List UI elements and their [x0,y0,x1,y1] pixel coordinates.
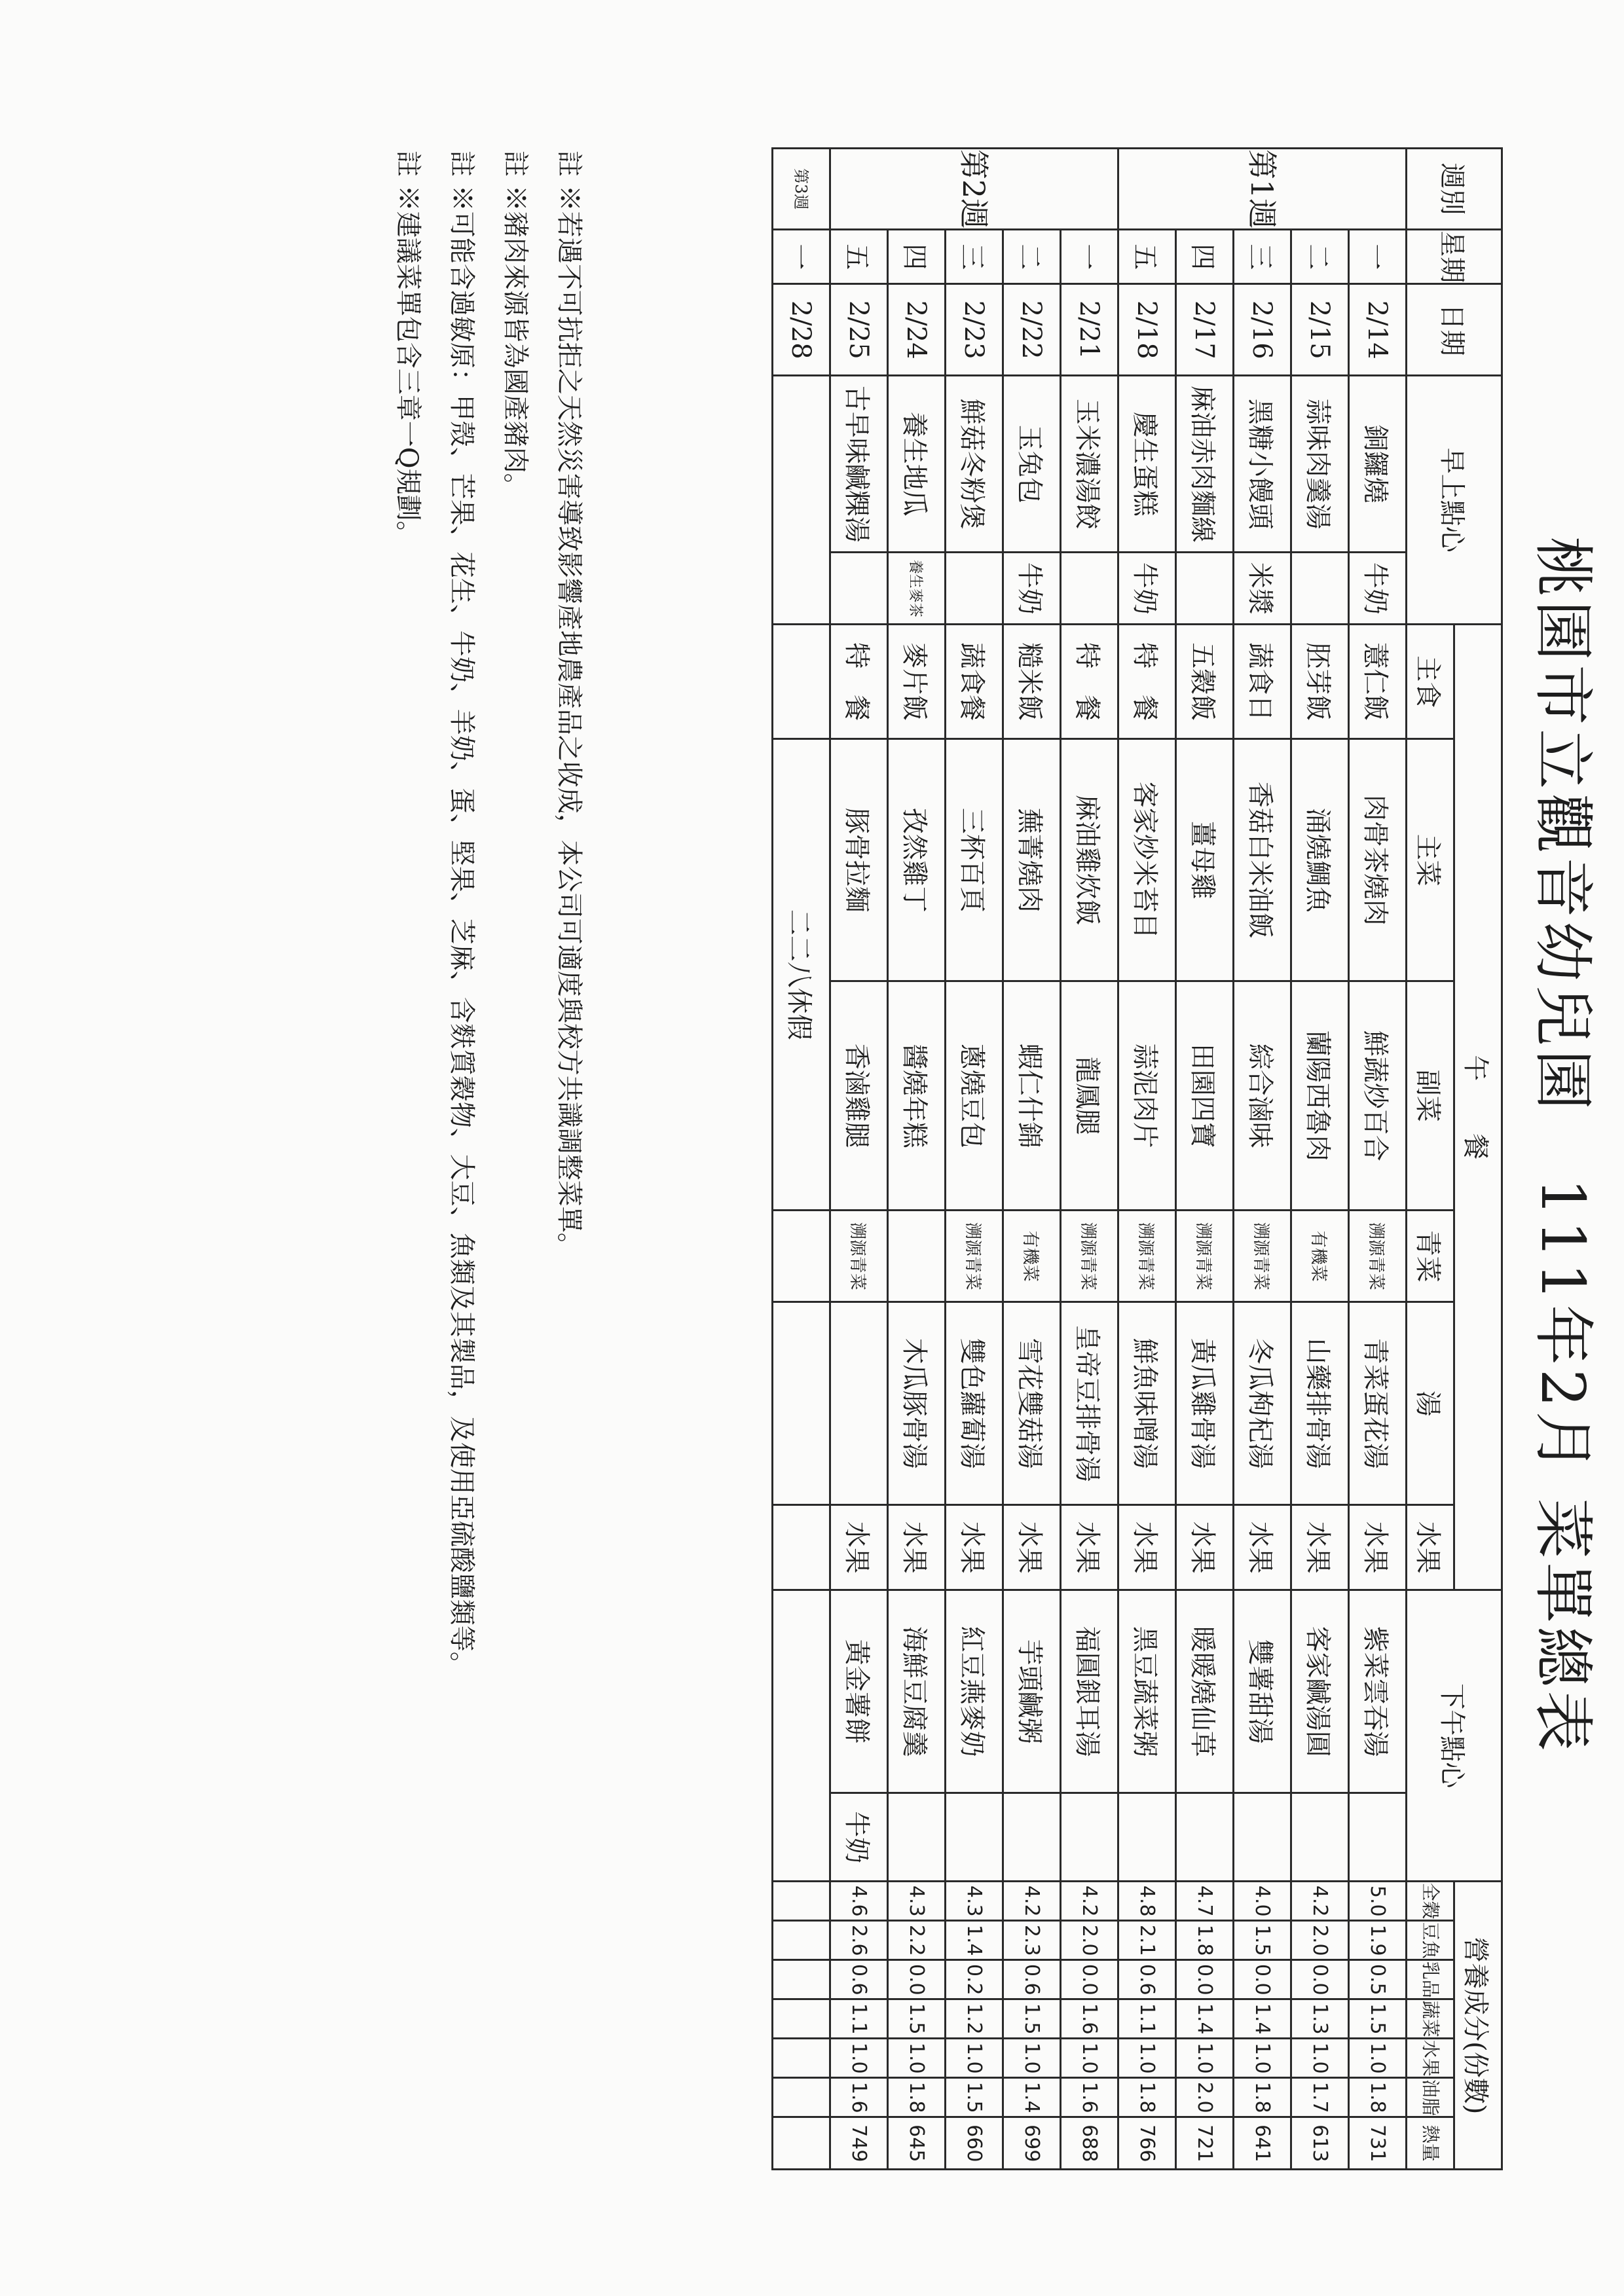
fruit-cell: 水果 [1176,1505,1234,1590]
note-line: 註 ※若遇不可抗拒之天然災害導致影響產地農產品之收成，本公司可適度與校方共識調整菜單。 [554,151,584,1259]
weekday-cell: 二 [1291,230,1349,284]
header-nutrition: 營養成分(份數) [1454,1882,1502,2170]
nutrition-value: 0.2 [946,1960,1003,1999]
weekday-cell: 五 [1118,230,1176,284]
vegetable-cell: 溯源青菜 [1118,1211,1176,1302]
nutrition-value: 2.6 [830,1921,888,1960]
nutrition-value: 0.0 [1176,1960,1234,1999]
nutrition-value: 4.7 [1176,1882,1234,1921]
weekday-cell: 三 [946,230,1003,284]
side-dish-cell: 蔥燒豆包 [946,981,1003,1211]
menu-body [773,149,1407,2170]
main-dish-cell: 薑母雞 [1176,739,1234,981]
nutrition-cell [773,1960,830,1999]
breakfast-drink-cell: 養生麥茶 [888,553,946,625]
snack-cell [773,1590,830,1882]
vegetable-cell: 溯源青菜 [1234,1211,1291,1302]
nutrition-value: 0.0 [888,1960,946,1999]
header-n-bean: 豆魚 [1407,1921,1454,1960]
snack-cell: 海鮮豆腐羹 [888,1590,946,1793]
nutrition-value: 1.9 [1349,1921,1407,1960]
nutrition-value: 0.0 [1291,1960,1349,1999]
snack-cell: 黃金薯餅 [830,1590,888,1793]
nutrition-value: 1.2 [946,1999,1003,2039]
staple-cell: 特 餐 [830,625,888,739]
table-row [1061,149,1118,2170]
header-staple: 主食 [1407,625,1454,739]
soup-cell: 鮮魚味噌湯 [1118,1302,1176,1505]
header-n-fruit: 水果 [1407,2039,1454,2078]
nutrition-value: 0.6 [830,1960,888,1999]
header-week: 週別 [1407,149,1502,230]
nutrition-value: 2.3 [1003,1921,1061,1960]
header-n-milk: 乳品 [1407,1960,1454,1999]
table-row [773,149,830,2170]
staple-cell: 特 餐 [1061,625,1118,739]
nutrition-value: 613 [1291,2117,1349,2170]
soup-cell: 雪花雙菇湯 [1003,1302,1061,1505]
breakfast-cell: 黑糖小饅頭 [1234,376,1291,553]
breakfast-cell [773,376,830,625]
header-lunch: 午 餐 [1454,625,1502,1590]
soup-cell: 皇帝豆排骨湯 [1061,1302,1118,1505]
nutrition-value: 688 [1061,2117,1118,2170]
snack-drink-cell [888,1793,946,1882]
empty-cell [773,1302,830,1505]
date-cell: 2/18 [1118,284,1176,376]
weekday-cell: 四 [888,230,946,284]
nutrition-value: 766 [1118,2117,1176,2170]
nutrition-value: 4.2 [1291,1882,1349,1921]
nutrition-value: 1.4 [1176,1999,1234,2039]
nutrition-value: 1.8 [1118,2078,1176,2117]
nutrition-value: 1.1 [830,1999,888,2039]
soup-cell: 青菜蛋花湯 [1349,1302,1407,1505]
snack-cell: 客家鹹湯圓 [1291,1590,1349,1793]
menu-table [771,147,1503,2170]
breakfast-cell: 玉米濃湯餃 [1061,376,1118,553]
header-weekday: 星期 [1407,230,1502,284]
table-row [888,149,946,2170]
date-cell: 2/15 [1291,284,1349,376]
fruit-cell: 水果 [1349,1505,1407,1590]
staple-cell: 蔬食日 [1234,625,1291,739]
nutrition-value: 1.0 [1003,2039,1061,2078]
nutrition-value: 1.1 [1118,1999,1176,2039]
nutrition-value: 1.8 [1349,2078,1407,2117]
nutrition-value: 1.0 [1349,2039,1407,2078]
notes [381,151,596,1678]
nutrition-cell [773,2039,830,2078]
breakfast-drink-cell [830,553,888,625]
snack-drink-cell [1349,1793,1407,1882]
breakfast-cell: 玉兔包 [1003,376,1061,553]
nutrition-value: 1.0 [946,2039,1003,2078]
note-line: 註 ※可能含過敏原：甲殼、芒果、花生、牛奶、羊奶、蛋、堅果、芝麻、含麩質穀物、大豆、魚類及其製品，及使用亞硫酸鹽類等。 [447,151,477,1678]
header-date: 日期 [1407,284,1502,376]
nutrition-cell [773,1921,830,1960]
header-breakfast: 早上點心 [1407,376,1502,625]
holiday-cell: 二二八休假 [773,739,830,1211]
snack-drink-cell [1061,1793,1118,1882]
header-n-oil: 油脂 [1407,2078,1454,2117]
nutrition-value: 1.0 [1291,2039,1349,2078]
nutrition-value: 1.6 [830,2078,888,2117]
header-n-veg: 蔬菜 [1407,1999,1454,2039]
main-dish-cell: 孜然雞丁 [888,739,946,981]
week-label: 第2週 [830,149,1118,230]
nutrition-value: 2.0 [1061,1921,1118,1960]
nutrition-value: 4.0 [1234,1882,1291,1921]
vegetable-cell: 溯源青菜 [946,1211,1003,1302]
nutrition-value: 2.1 [1118,1921,1176,1960]
fruit-cell: 水果 [830,1505,888,1590]
date-cell: 2/21 [1061,284,1118,376]
nutrition-value: 5.0 [1349,1882,1407,1921]
weekday-cell: 一 [1349,230,1407,284]
vegetable-cell: 有機菜 [1003,1211,1061,1302]
main-dish-cell: 豚骨拉麵 [830,739,888,981]
vegetable-cell: 溯源青菜 [1176,1211,1234,1302]
vegetable-cell: 有機菜 [1291,1211,1349,1302]
note-line: 註 ※豬肉來源皆為國產豬肉。 [500,151,530,500]
main-dish-cell: 蕪菁燒肉 [1003,739,1061,981]
empty-cell [773,1211,830,1302]
side-dish-cell: 醬燒年糕 [888,981,946,1211]
nutrition-value: 0.5 [1349,1960,1407,1999]
main-dish-cell: 客家炒米苔目 [1118,739,1176,981]
empty-cell [773,1505,830,1590]
breakfast-drink-cell: 牛奶 [1003,553,1061,625]
nutrition-value: 1.5 [1234,1921,1291,1960]
breakfast-cell: 麻油赤肉麵線 [1176,376,1234,553]
table-row [946,149,1003,2170]
nutrition-value: 1.0 [888,2039,946,2078]
breakfast-cell: 鮮菇冬粉煲 [946,376,1003,553]
side-dish-cell: 香滷雞腿 [830,981,888,1211]
weekday-cell: 一 [773,230,830,284]
nutrition-value: 0.0 [1061,1960,1118,1999]
snack-drink-cell [1118,1793,1176,1882]
snack-cell: 福圓銀耳湯 [1061,1590,1118,1793]
nutrition-value: 4.6 [830,1882,888,1921]
soup-cell: 山藥排骨湯 [1291,1302,1349,1505]
side-dish-cell: 蝦仁什錦 [1003,981,1061,1211]
soup-cell [830,1302,888,1505]
header-n-grain: 全穀 [1407,1882,1454,1921]
week-label: 第3週 [773,149,830,230]
date-cell: 2/14 [1349,284,1407,376]
nutrition-value: 1.5 [946,2078,1003,2117]
header-snack: 下午點心 [1407,1590,1502,1882]
weekday-cell: 二 [1003,230,1061,284]
side-dish-cell: 蘭陽西魯肉 [1291,981,1349,1211]
nutrition-value: 1.6 [1061,2078,1118,2117]
nutrition-cell [773,1999,830,2039]
header-soup: 湯 [1407,1302,1454,1505]
nutrition-value: 4.8 [1118,1882,1176,1921]
nutrition-value: 1.7 [1291,2078,1349,2117]
fruit-cell: 水果 [1118,1505,1176,1590]
weekday-cell: 三 [1234,230,1291,284]
nutrition-value: 749 [830,2117,888,2170]
nutrition-value: 4.2 [1061,1882,1118,1921]
weekday-cell: 五 [830,230,888,284]
page-title: 桃園市立觀音幼兒園 111年2月 菜單總表 [1528,536,1598,1755]
main-dish-cell: 三杯百頁 [946,739,1003,981]
date-cell: 2/23 [946,284,1003,376]
header-veg: 青菜 [1407,1211,1454,1302]
note-line: 註 ※建議菜單包含三章一Q規劃。 [393,151,423,547]
breakfast-drink-cell [1061,553,1118,625]
vegetable-cell: 溯源青菜 [1349,1211,1407,1302]
nutrition-value: 731 [1349,2117,1407,2170]
fruit-cell: 水果 [1003,1505,1061,1590]
fruit-cell: 水果 [1234,1505,1291,1590]
snack-drink-cell [1176,1793,1234,1882]
table-row [830,149,888,2170]
date-cell: 2/22 [1003,284,1061,376]
breakfast-drink-cell: 米漿 [1234,553,1291,625]
breakfast-drink-cell [1291,553,1349,625]
snack-drink-cell [1003,1793,1061,1882]
nutrition-value: 4.3 [946,1882,1003,1921]
staple-cell: 胚芽飯 [1291,625,1349,739]
nutrition-value: 1.0 [1176,2039,1234,2078]
snack-drink-cell: 牛奶 [830,1793,888,1882]
nutrition-value: 1.5 [888,1999,946,2039]
snack-cell: 暖暖燒仙草 [1176,1590,1234,1793]
nutrition-value: 1.6 [1061,1999,1118,2039]
staple-cell: 蔬食餐 [946,625,1003,739]
nutrition-value: 645 [888,2117,946,2170]
side-dish-cell: 綜合滷味 [1234,981,1291,1211]
staple-cell: 五穀飯 [1176,625,1234,739]
nutrition-value: 1.0 [1234,2039,1291,2078]
weekday-cell: 四 [1176,230,1234,284]
snack-drink-cell [946,1793,1003,1882]
nutrition-value: 1.5 [1003,1999,1061,2039]
nutrition-value: 0.0 [1234,1960,1291,1999]
nutrition-value: 2.0 [1176,2078,1234,2117]
nutrition-value: 4.2 [1003,1882,1061,1921]
date-cell: 2/16 [1234,284,1291,376]
main-dish-cell: 涌燒鯛魚 [1291,739,1349,981]
nutrition-value: 1.0 [1118,2039,1176,2078]
nutrition-value: 1.5 [1349,1999,1407,2039]
breakfast-cell: 銅鑼燒 [1349,376,1407,553]
table-row [1003,149,1061,2170]
nutrition-cell [773,2078,830,2117]
nutrition-value: 4.3 [888,1882,946,1921]
soup-cell: 黃瓜雞骨湯 [1176,1302,1234,1505]
side-dish-cell: 鮮蔬炒百合 [1349,981,1407,1211]
breakfast-drink-cell: 牛奶 [1349,553,1407,625]
vegetable-cell [888,1211,946,1302]
snack-cell: 雙薯甜湯 [1234,1590,1291,1793]
nutrition-value: 1.8 [888,2078,946,2117]
staple-cell [773,625,830,739]
date-cell: 2/25 [830,284,888,376]
snack-cell: 紫菜雲吞湯 [1349,1590,1407,1793]
header-main: 主菜 [1407,739,1454,981]
nutrition-value: 1.0 [1061,2039,1118,2078]
staple-cell: 糙米飯 [1003,625,1061,739]
staple-cell: 薏仁飯 [1349,625,1407,739]
table-row [1118,149,1176,2170]
nutrition-value: 0.6 [1118,1960,1176,1999]
main-dish-cell: 香菇白米油飯 [1234,739,1291,981]
breakfast-cell: 古早味鹹粿湯 [830,376,888,553]
fruit-cell: 水果 [1291,1505,1349,1590]
table-row [1234,149,1291,2170]
snack-drink-cell [1234,1793,1291,1882]
nutrition-cell [773,1882,830,1921]
main-dish-cell: 麻油雞炊飯 [1061,739,1118,981]
soup-cell: 雙色蘿蔔湯 [946,1302,1003,1505]
nutrition-value: 660 [946,2117,1003,2170]
header-fruit: 水果 [1407,1505,1454,1590]
nutrition-value: 1.4 [1003,2078,1061,2117]
header-side: 副菜 [1407,981,1454,1211]
weekday-cell: 一 [1061,230,1118,284]
date-cell: 2/17 [1176,284,1234,376]
nutrition-value: 1.8 [1176,1921,1234,1960]
table-row [1176,149,1234,2170]
nutrition-value: 2.2 [888,1921,946,1960]
nutrition-value: 0.6 [1003,1960,1061,1999]
nutrition-value: 1.4 [946,1921,1003,1960]
snack-cell: 黑豆蔬菜粥 [1118,1590,1176,1793]
staple-cell: 麥片飯 [888,625,946,739]
nutrition-value: 1.8 [1234,2078,1291,2117]
breakfast-drink-cell [1176,553,1234,625]
breakfast-drink-cell [946,553,1003,625]
nutrition-cell [773,2117,830,2170]
side-dish-cell: 蒜泥肉片 [1118,981,1176,1211]
vegetable-cell: 溯源青菜 [1061,1211,1118,1302]
fruit-cell: 水果 [888,1505,946,1590]
table-row [1291,149,1349,2170]
fruit-cell: 水果 [946,1505,1003,1590]
breakfast-cell: 養生地瓜 [888,376,946,553]
nutrition-value: 721 [1176,2117,1234,2170]
date-cell: 2/24 [888,284,946,376]
breakfast-cell: 蒜味肉羹湯 [1291,376,1349,553]
nutrition-value: 1.4 [1234,1999,1291,2039]
snack-drink-cell [1291,1793,1349,1882]
breakfast-drink-cell: 牛奶 [1118,553,1176,625]
staple-cell: 特 餐 [1118,625,1176,739]
side-dish-cell: 田園四寶 [1176,981,1234,1211]
nutrition-value: 1.0 [830,2039,888,2078]
nutrition-value: 2.0 [1291,1921,1349,1960]
breakfast-cell: 慶生蛋糕 [1118,376,1176,553]
side-dish-cell: 龍鳳腿 [1061,981,1118,1211]
vegetable-cell: 溯源青菜 [830,1211,888,1302]
snack-cell: 芋頭鹹粥 [1003,1590,1061,1793]
header-n-cal: 熱量 [1407,2117,1454,2170]
week-label: 第1週 [1118,149,1407,230]
nutrition-value: 641 [1234,2117,1291,2170]
fruit-cell: 水果 [1061,1505,1118,1590]
date-cell: 2/28 [773,284,830,376]
nutrition-value: 1.3 [1291,1999,1349,2039]
snack-cell: 紅豆燕麥奶 [946,1590,1003,1793]
soup-cell: 冬瓜枸杞湯 [1234,1302,1291,1505]
table-row [1349,149,1407,2170]
soup-cell: 木瓜豚骨湯 [888,1302,946,1505]
main-dish-cell: 肉骨茶燒肉 [1349,739,1407,981]
nutrition-value: 699 [1003,2117,1061,2170]
